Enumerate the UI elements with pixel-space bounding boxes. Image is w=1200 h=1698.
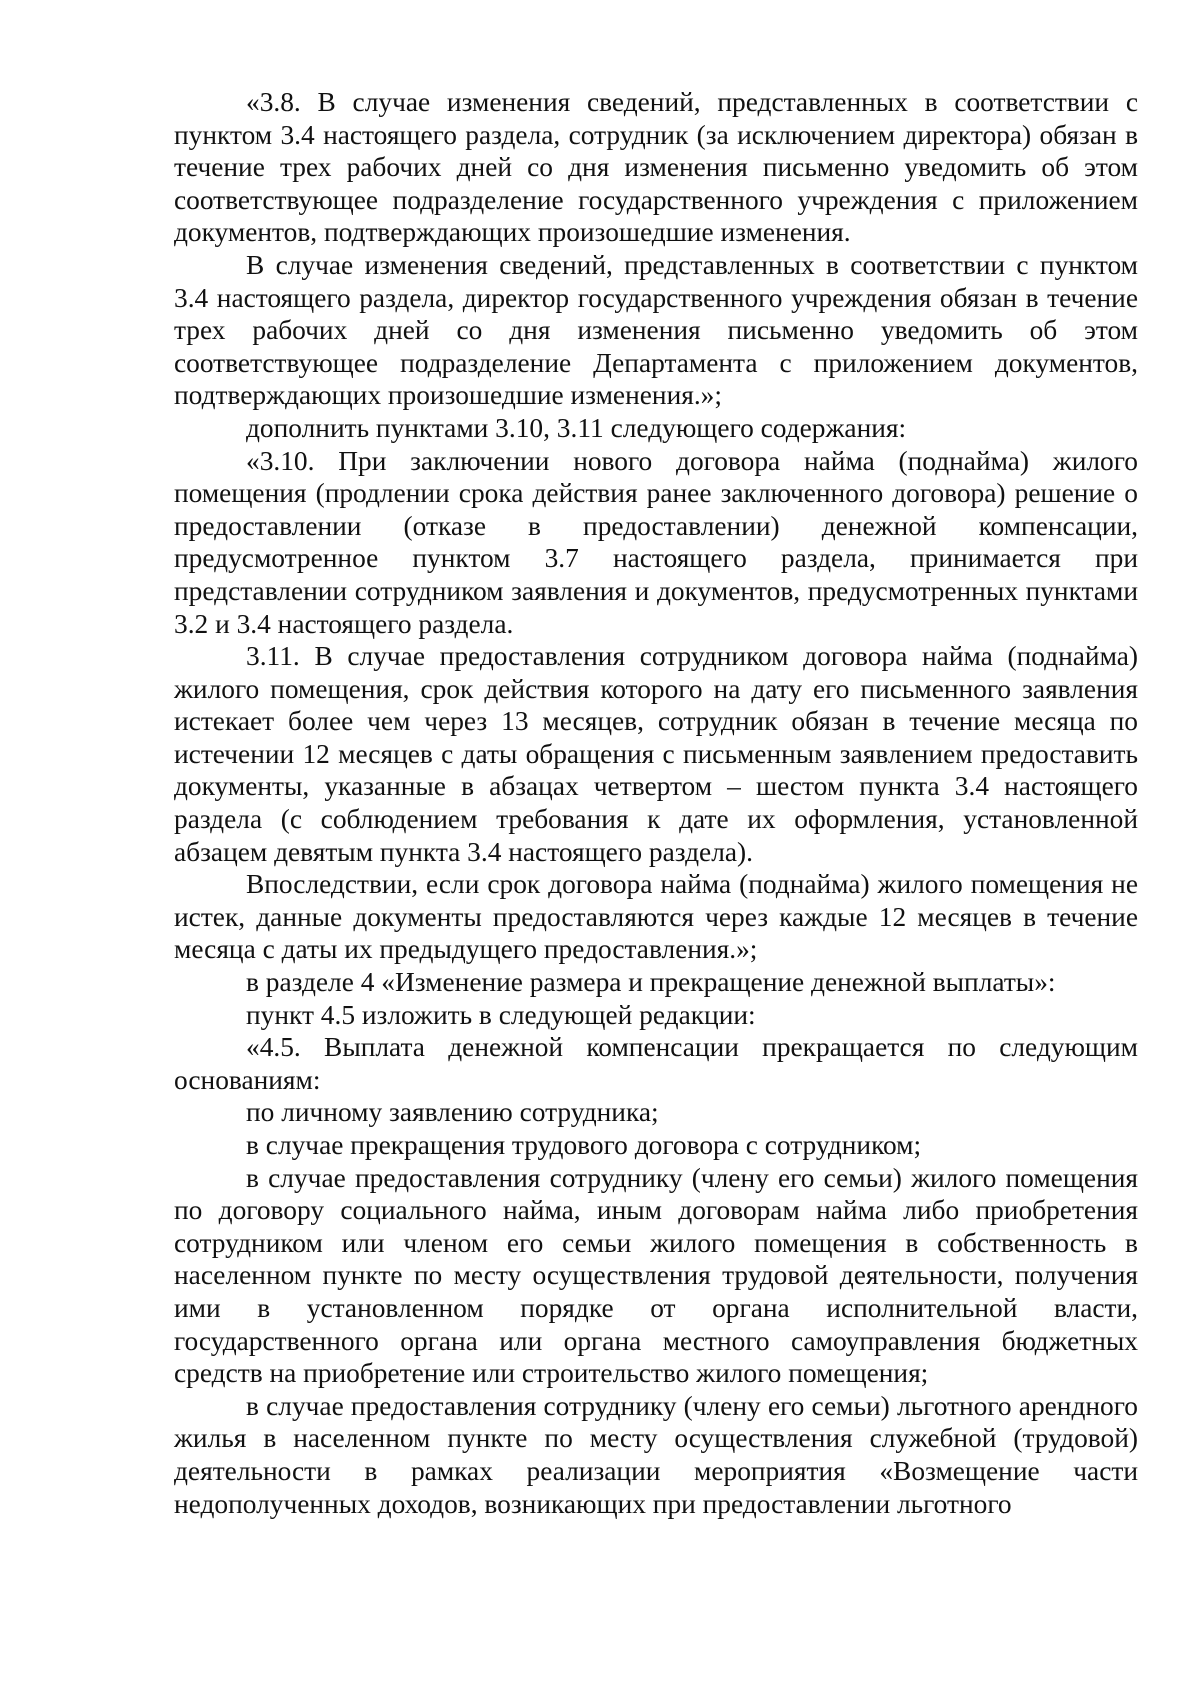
- paragraph-director-notice: В случае изменения сведений, представленных в соответствии с пунктом 3.4 настоящего раздела, директор государственного учреждения обязан в течение трех рабочих дней со дня изменения письменно уведомить об этом соответствующее подразделение Департамента с приложением документов, подтверждающих произошедшие изменения.»;: [174, 249, 1138, 411]
- paragraph-3-11: 3.11. В случае предоставления сотрудником договора найма (поднайма) жилого помещения, срок действия которого на дату его письменного заявления истекает более чем через 13 месяцев, сотрудник обязан в течение месяца по истечении 12 месяцев с даты обращения с письменным заявлением предоставить документы, указанные в абзацах четвертом – шестом пункта 3.4 настоящего раздела (с соблюдением требования к дате их оформления, установленной абзацем девятым пункта 3.4 настоящего раздела).: [174, 641, 1138, 867]
- paragraph-4-5: «4.5. Выплата денежной компенсации прекращается по следующим основаниям:: [174, 1032, 1138, 1095]
- paragraph-subsequently: Впоследствии, если срок договора найма (поднайма) жилого помещения не истек, данные документы предоставляются через каждые 12 месяцев в течение месяца с даты их предыдущего предоставления.»;: [174, 869, 1138, 965]
- document-body: [174, 86, 1138, 1520]
- list-item-personal-request: по личному заявлению сотрудника;: [246, 1097, 659, 1128]
- paragraph-3-8: «3.8. В случае изменения сведений, представленных в соответствии с пунктом 3.4 настоящего раздела, сотрудник (за исключением директора) обязан в течение трех рабочих дней со дня изменения письменно уведомить об этом соответствующее подразделение государственного учреждения с приложением документов, подтверждающих произошедшие изменения.: [174, 87, 1138, 248]
- list-item-contract-termination: в случае прекращения трудового договора с сотрудником;: [246, 1130, 922, 1160]
- paragraph-point-4-5-intro: пункт 4.5 изложить в следующей редакции:: [246, 999, 756, 1030]
- list-item-housing-provision: в случае предоставления сотруднику (члену его семьи) жилого помещения по договору социального найма, иным договорам найма либо приобретения сотрудником или членом его семьи жилого помещения в собственность в населенном пункте по месту осуществления трудовой деятельности, получения ими в установленном порядке от органа исполнительной власти, государственного органа или органа местного самоуправления бюджетных средств на приобретение или строительство жилого помещения;: [174, 1162, 1138, 1389]
- paragraph-3-10: «3.10. При заключении нового договора найма (поднайма) жилого помещения (продлении срока действия ранее заключенного договора) решение о предоставлении (отказе в предоставлении) денежной компенсации, предусмотренное пунктом 3.7 настоящего раздела, принимается при представлении сотрудником заявления и документов, предусмотренных пунктами 3.2 и 3.4 настоящего раздела.: [174, 445, 1138, 639]
- paragraph-add-points: дополнить пунктами 3.10, 3.11 следующего содержания:: [246, 412, 907, 443]
- paragraph-section-4: в разделе 4 «Изменение размера и прекращение денежной выплаты»:: [246, 967, 1056, 998]
- list-item-preferential-rent: в случае предоставления сотруднику (члену его семьи) льготного арендного жилья в населенном пункте по месту осуществления служебной (трудовой) деятельности в рамках реализации мероприятия «Возмещение части недополученных доходов, возникающих при предоставлении льготного: [174, 1390, 1138, 1519]
